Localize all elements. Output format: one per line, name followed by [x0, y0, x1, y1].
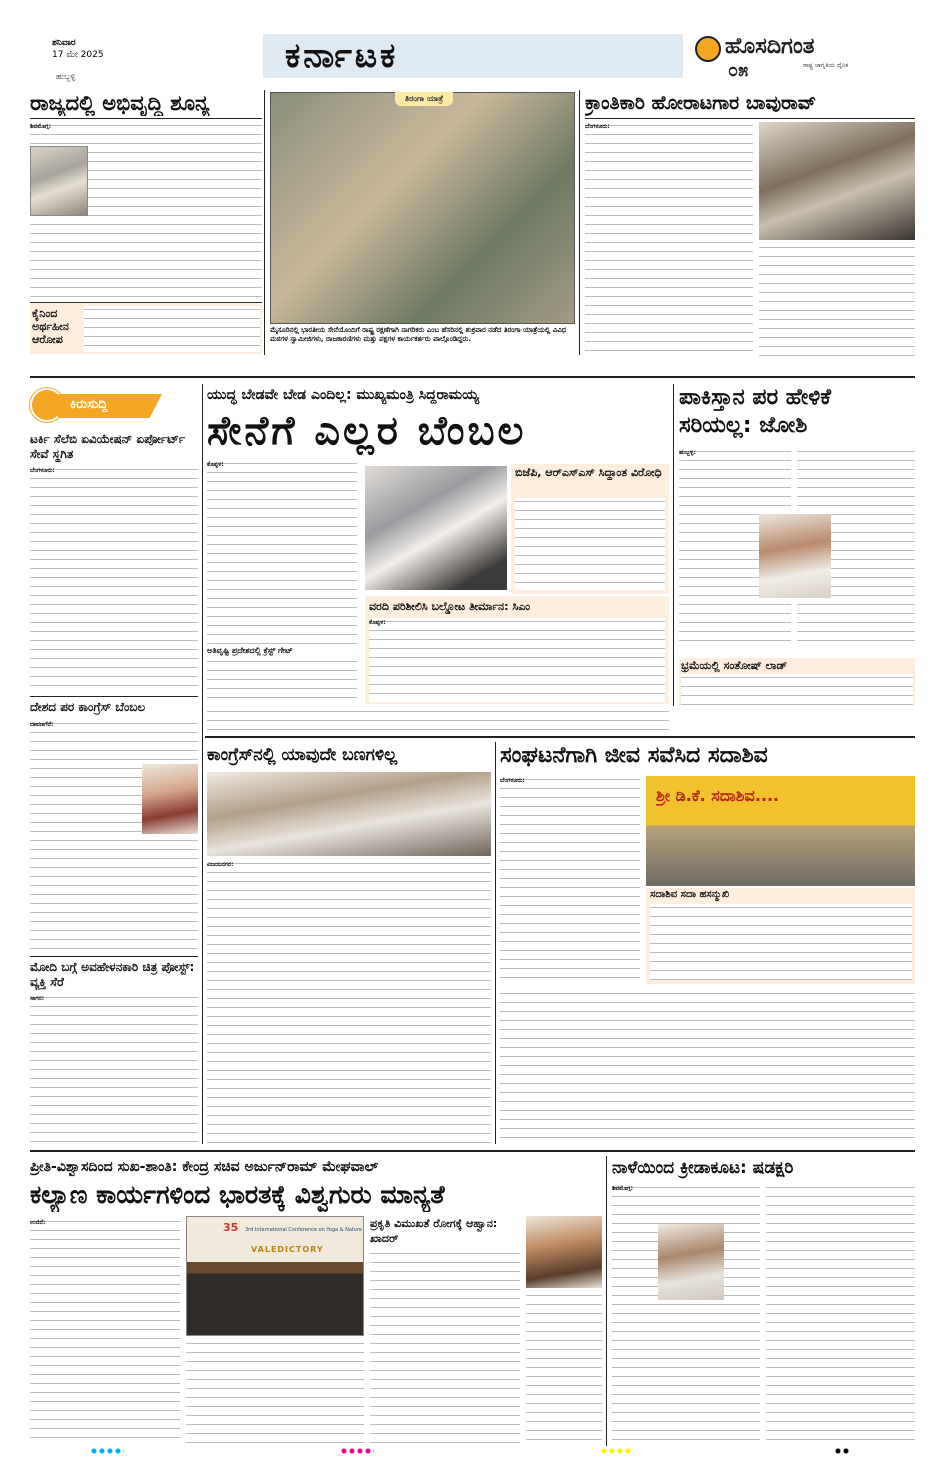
edition-day: ಶನಿವಾರ [52, 38, 76, 48]
santosh-box [679, 658, 915, 706]
lead-continuation [207, 708, 669, 732]
rally-caption: ಮೈಸೂರಿನಲ್ಲಿ ಭಾರತೀಯ ಸೇನೆಯೊಂದಿಗೆ ರಾಷ್ಟ್ರ ರಕ್ಷಣೆಗಾಗಿ ನಾಗರಿಕರು ಎಂಬ ಹೆಸರಿನಲ್ಲಿ ಶುಕ್ರವಾರ ನಡೆದ ತಿರಂಗಾ ಯಾತ್ರೆಯಲ್ಲಿ ವಿವಿಧ ಮಠಗಳ ಸ್ವಾಮೀಜಿಗಳು, ರಾಜಕಾರಣಿಗಳು ಮತ್ತು ಪಕ್ಷಗಳ ಕಾರ್ಯಕರ್ತರು ಪಾಲ್ಗೊಂಡಿದ್ದರು. [270, 326, 567, 343]
story-dateline: ಬೆಂಗಳೂರು: [585, 123, 610, 130]
brief-2-body [30, 720, 198, 952]
sadashiva-banner-text: ಶ್ರೀ ಡಿ.ಕೆ. ಸದಾಶಿವ.... [656, 786, 780, 805]
box-union-body [84, 306, 260, 352]
rally-tag: ತಿರಂಗಾ ಯಾತ್ರೆ [395, 92, 453, 106]
banner-number: 35 [223, 1221, 239, 1234]
meghwal-side-body [370, 1250, 520, 1446]
banner-conference-text: 3rd International Conference on Yoga & Nature [245, 1227, 363, 1233]
lead-sub-title: ವರದಿ ಪರಿಶೀಲಿಸಿ ಬಲ್ಡೋಟ ತೀರ್ಮಾನ: ಸಿಎಂ [369, 600, 531, 613]
registration-marks [90, 1448, 850, 1456]
congress-dateline: ವಿಜಯನಗರ: [207, 861, 234, 868]
joshi-headline-1: ಪಾಕಿಸ್ತಾನ ಪರ ಹೇಳಿಕೆ [679, 385, 832, 410]
edition-city: ಹುಬ್ಬಳ್ಳಿ [56, 72, 76, 81]
brief-2-headline: ದೇಶದ ಪರ ಕಾಂಗ್ರೆಸ್ ಬೆಂಬಲ [30, 700, 146, 714]
box-union-title: ಕೈನಿಂದ ಅರ್ಥಹೀನ ಆರೋಪ [32, 307, 69, 346]
lead-headline: ಸೇನೆಗೆ ಎಲ್ಲರ ಬೆಂಬಲ [207, 408, 527, 454]
story-shadakshari [612, 1156, 915, 1446]
congress-photo [207, 772, 491, 856]
story-meghwal [30, 1156, 602, 1446]
shadakshari-body-col2 [766, 1184, 915, 1446]
congress-headline: ಕಾಂಗ್ರೆಸ್‌ನಲ್ಲಿ ಯಾವುದೇ ಬಣಗಳಿಲ್ಲ [207, 745, 398, 765]
brand-block [693, 32, 898, 80]
brief-3-headline: ಮೋದಿ ಬಗ್ಗೆ ಅವಹೇಳನಕಾರಿ ಚಿತ್ರ ಪೋಸ್ಟ್: ವ್ಯಕ್ತಿ ಸೆರೆ [30, 960, 195, 989]
meghwal-body-col1 [30, 1218, 180, 1446]
meghwal-side-box [370, 1216, 602, 1446]
story-headline: ಕ್ರಾಂತಿಕಾರಿ ಹೋರಾಟಗಾರ ಬಾವುರಾವ್ [585, 92, 817, 114]
brief-3-body [30, 994, 198, 1144]
portrait-photo [30, 146, 88, 216]
tribute-photo [759, 122, 915, 240]
sadashiva-headline: ಸಂಘಟನೆಗಾಗಿ ಜೀವ ಸವೆಸಿದ ಸದಾಶಿವ [500, 743, 768, 768]
brief-1-dateline: ಬೆಂಗಳೂರು: [30, 467, 55, 474]
brand-tagline: ರಾಷ್ಟ್ರ ಜಾಗೃತಿಯ ದೈನಿಕ [803, 62, 849, 69]
banner-valedictory: VALEDICTORY [251, 1245, 324, 1254]
lead-side-body [515, 498, 665, 590]
meghwal-side-body-2 [526, 1292, 602, 1446]
story-sadashiva [500, 742, 915, 1144]
story-bavurao [585, 90, 915, 358]
santosh-title: ಭ್ರಮೆಯಲ್ಲಿ ಸಂತೋಷ್ ಲಾಡ್ [681, 659, 788, 672]
lead-side-title: ಬಿಜೆಪಿ, ಆರ್‌ಎಸ್‌ಎಸ್ ಸಿದ್ಧಾಂತ ವಿರೋಧಿ [515, 466, 662, 479]
edition-date: 17 ಮೇ 2025 [52, 50, 104, 60]
section-title: ಕರ್ನಾಟಕ [285, 36, 399, 76]
story-body-col1 [585, 122, 753, 356]
meghwal-photo [186, 1216, 364, 1336]
lead-story [207, 384, 669, 706]
lead-sub-dateline: ಕೊಪ್ಪಳ: [369, 619, 386, 626]
lead-sub-box [365, 596, 669, 704]
meghwal-kicker: ಪ್ರೀತಿ-ವಿಶ್ವಾಸದಿಂದ ಸುಖ-ಶಾಂತಿ: ಕೇಂದ್ರ ಸಚಿವ ಅರ್ಜುನ್‌ರಾಮ್ ಮೇಘವಾಲ್ [30, 1159, 379, 1175]
story-congress [207, 742, 491, 1144]
story-body-col2 [759, 244, 915, 356]
brief-3-dateline: ಸಾಗರ: [30, 995, 45, 1002]
sadashiva-dateline: ಬೆಂಗಳೂರು: [500, 777, 525, 784]
khader-portrait [526, 1216, 602, 1288]
brand-logo-icon [695, 36, 721, 62]
brief-1-headline: ಟರ್ಕಿ ಸೆಲೆಬಿ ಏವಿಯೇಷನ್ ಏರ್ಪೋರ್ಟ್ ಸೇವೆ ಸ್ಥಗಿತ [30, 432, 186, 461]
lead-body-col1 [207, 460, 357, 704]
section-banner [263, 34, 683, 78]
brand-name: ಹೊಸದಿಗಂತ [725, 34, 815, 59]
joshi-portrait [759, 514, 831, 598]
lead-kicker: ಯುದ್ಧ ಬೇಡವೇ ಬೇಡ ಎಂದಿಲ್ಲ: ಮುಖ್ಯಮಂತ್ರಿ ಸಿದ್ದರಾಮಯ್ಯ [207, 387, 480, 403]
meghwal-side-title: ಪ್ರಕೃತಿ ವಿಮುಖತೆ ರೋಗಕ್ಕೆ ಆಹ್ವಾನ: ಖಾದರ್ [370, 1217, 498, 1245]
box-union [30, 302, 262, 354]
joshi-headline-2: ಸರಿಯಲ್ಲ: ಜೋಶಿ [679, 413, 808, 438]
shadakshari-headline: ನಾಳೆಯಿಂದ ಕ್ರೀಡಾಕೂಟ: ಷಡಕ್ಷರಿ [612, 1158, 794, 1178]
photo-rally [270, 92, 575, 360]
congress-body [207, 860, 491, 1144]
lead-sub-body [369, 618, 665, 702]
story-joshi [679, 384, 915, 706]
lead-side-box [511, 464, 669, 594]
story-headline: ರಾಜ್ಯದಲ್ಲಿ ಅಭಿವೃದ್ಧಿ ಶೂನ್ಯ [30, 91, 210, 115]
page-number: ೦೫ [728, 60, 749, 81]
story-dateline: ಶಿವಮೊಗ್ಗ: [30, 123, 52, 130]
santosh-body [681, 674, 913, 706]
masthead [0, 0, 945, 88]
kirusuddi-column [30, 384, 198, 1144]
sadashiva-body-col2 [500, 990, 915, 1144]
meghwal-headline: ಕಲ್ಯಾಣ ಕಾರ್ಯಗಳಿಂದ ಭಾರತಕ್ಕೆ ವಿಶ್ವಗುರು ಮಾನ್ಯತೆ [30, 1180, 445, 1209]
lead-inline-title: ಅತಿವೃಷ್ಟಿ ಪ್ರದೇಶದಲ್ಲಿ ಕ್ರೆಸ್ಟ್ ಗೇಟ್ [207, 646, 357, 656]
sadashiva-box-body [650, 904, 912, 980]
lead-photo [365, 466, 507, 590]
brief-2-portrait [142, 764, 198, 834]
brief-2-dateline: ದಾವಣಗೆರೆ: [30, 721, 54, 728]
meghwal-body-col2 [186, 1340, 364, 1446]
kirusuddi-header [30, 388, 170, 424]
joshi-dateline: ಹುಬ್ಬಳ್ಳಿ: [679, 449, 696, 456]
kirusuddi-label: ಕಿರುಸುದ್ದಿ [70, 397, 108, 412]
shadakshari-portrait [658, 1224, 724, 1300]
rally-photo [270, 92, 575, 324]
sadashiva-body-col1 [500, 776, 640, 984]
sadashiva-box [646, 888, 915, 984]
brief-1-body [30, 466, 198, 692]
lead-dateline: ಕೊಪ್ಪಳ: [207, 461, 224, 468]
sadashiva-photo [646, 776, 915, 886]
story-yeddy [30, 90, 262, 355]
shadakshari-dateline: ಶಿವಮೊಗ್ಗ: [612, 1185, 634, 1192]
sadashiva-box-title: ಸದಾಶಿವ ಸದಾ ಹಸನ್ಮುಖಿ [650, 889, 730, 900]
meghwal-dateline: ಉಜಿರೆ: [30, 1219, 46, 1226]
